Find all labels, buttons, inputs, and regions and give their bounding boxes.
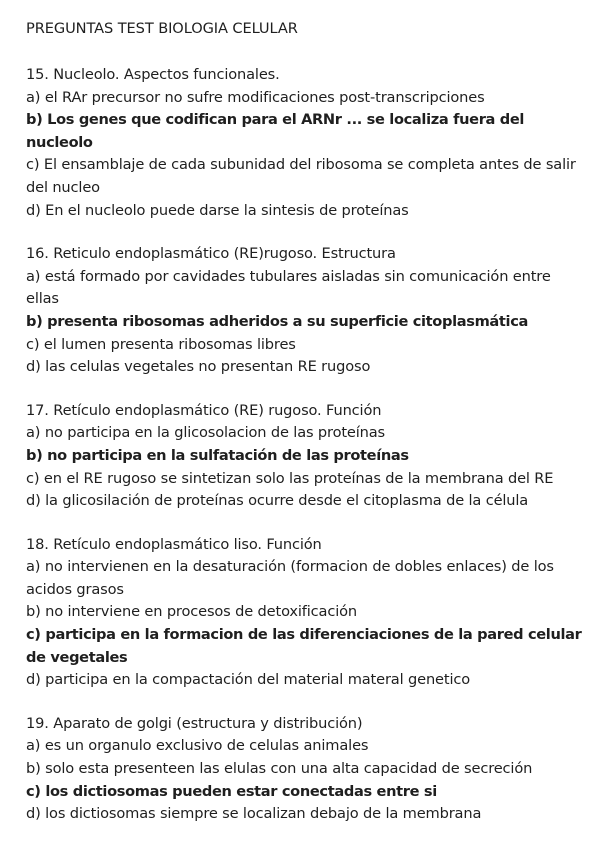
option-a: a) es un organulo exclusivo de celulas animales (26, 737, 369, 755)
question-heading: 19. Aparato de golgi (estructura y distribución) (26, 714, 363, 732)
option-a: a) no intervienen en la desaturación (formacion de dobles enlaces) de los acidos grasos (26, 558, 554, 598)
option-d: d) En el nucleolo puede darse la sintesis de proteínas (26, 201, 409, 219)
question-heading: 15. Nucleolo. Aspectos funcionales. (26, 66, 280, 83)
option-b-correct: b) no participa en la sulfatación de las proteínas (26, 446, 409, 464)
question-15 (26, 64, 586, 222)
option-c-correct: c) los dictiosomas pueden estar conectadas entre si (26, 782, 437, 800)
option-c: c) en el RE rugoso se sintetizan solo las proteínas de la membrana del RE (26, 469, 554, 487)
option-a: a) el RAr precursor no sufre modificaciones post-transcripciones (26, 88, 485, 106)
option-b: b) no interviene en procesos de detoxificación (26, 603, 358, 621)
document-title: PREGUNTAS TEST BIOLOGIA CELULAR (26, 20, 298, 37)
option-a: a) no participa en la glicosolacion de las proteínas (26, 424, 385, 442)
question-heading: 18. Retículo endoplasmático liso. Función (26, 535, 322, 553)
option-c-correct: c) participa en la formacion de las diferenciaciones de la pared celular de vegetales (26, 626, 582, 666)
option-d: d) participa en la compactación del material materal genetico (26, 671, 470, 689)
question-19 (26, 713, 586, 826)
option-c: c) el lumen presenta ribosomas libres (26, 335, 296, 353)
option-b-correct: b) presenta ribosomas adheridos a su superficie citoplasmática (26, 312, 529, 330)
question-heading: 16. Reticulo endoplasmático (RE)rugoso. Estructura (26, 245, 396, 263)
question-18 (26, 534, 586, 692)
question-16 (26, 243, 586, 379)
option-d: d) las celulas vegetales no presentan RE rugoso (26, 358, 371, 376)
option-b-correct: b) Los genes que codifican para el ARNr ... se localiza fuera del nucleolo (26, 111, 525, 151)
question-heading: 17. Retículo endoplasmático (RE) rugoso. Función (26, 401, 382, 419)
option-c: c) El ensamblaje de cada subunidad del ribosoma se completa antes de salir del nucleo (26, 156, 576, 196)
option-a: a) está formado por cavidades tubulares aisladas sin comunicación entre ellas (26, 267, 551, 308)
option-d: d) los dictiosomas siempre se localizan debajo de la membrana (26, 805, 482, 823)
question-17 (26, 400, 586, 513)
option-b: b) solo esta presenteen las elulas con una alta capacidad de secreción (26, 760, 533, 778)
document-page (26, 18, 586, 847)
option-d: d) la glicosilación de proteínas ocurre desde el citoplasma de la célula (26, 492, 529, 510)
